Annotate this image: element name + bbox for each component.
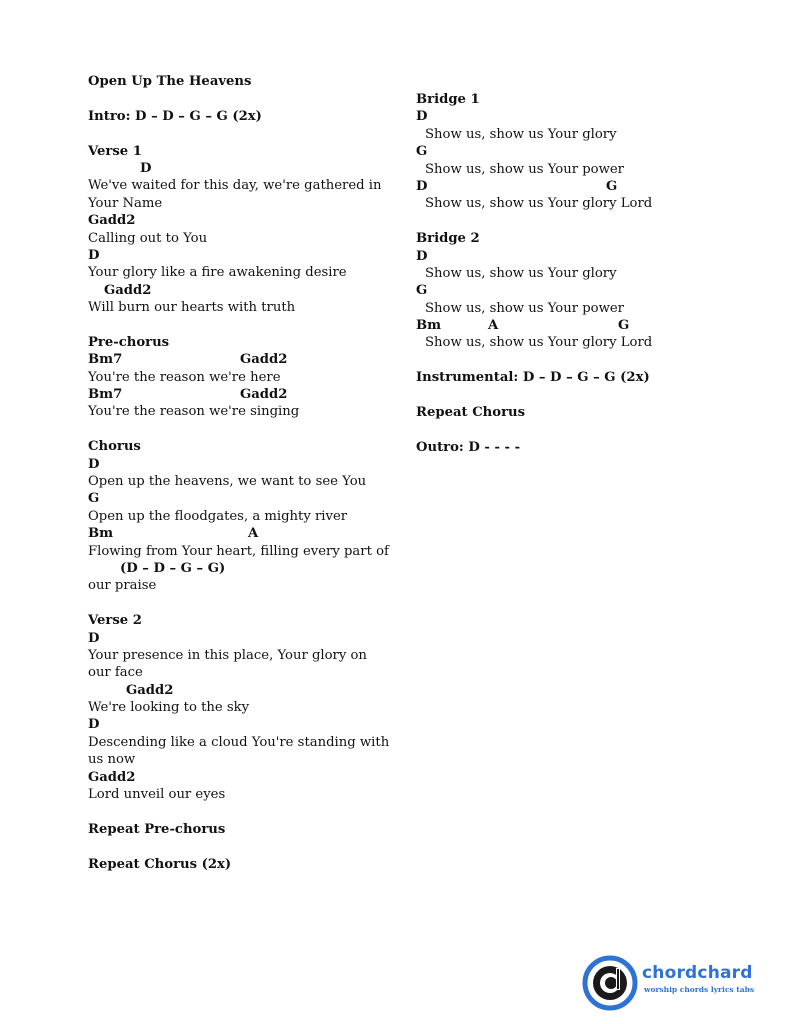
- chord: (D – D – G – G): [120, 560, 226, 576]
- chord: D: [140, 160, 152, 176]
- chordchard-logo-icon: [582, 955, 638, 1011]
- verse2-heading: Verse 2: [88, 613, 142, 629]
- lyric-line: You're the reason we're here: [88, 369, 281, 385]
- chord: Bm: [88, 526, 114, 542]
- lyric-line: Your glory like a fire awakening desire: [88, 265, 347, 281]
- spacer: [88, 90, 398, 107]
- spacer: [88, 803, 398, 820]
- chord: D: [88, 630, 100, 646]
- chorus-heading: Chorus: [88, 439, 141, 455]
- bridge2-heading: Bridge 2: [416, 231, 480, 247]
- instrumental-line: Instrumental: D – D – G – G (2x): [416, 370, 650, 386]
- repeat-chorus: Repeat Chorus: [416, 405, 526, 421]
- chord: Gadd2: [88, 213, 136, 229]
- lyric-line: Show us, show us Your glory: [425, 126, 617, 142]
- intro-line: Intro: D – D – G – G (2x): [88, 108, 262, 124]
- lyric-line: You're the reason we're singing: [88, 404, 300, 420]
- chord-row: [88, 525, 398, 542]
- chord-row: [416, 317, 716, 334]
- repeat-chorus-2x: Repeat Chorus (2x): [88, 856, 232, 872]
- lyric-line: Show us, show us Your power: [425, 300, 624, 316]
- chord: D: [416, 248, 428, 264]
- spacer: [416, 352, 716, 369]
- prechorus-heading: Pre-chorus: [88, 334, 170, 350]
- chord-row: [88, 386, 398, 403]
- chord: G: [606, 178, 618, 194]
- lyric-line: Show us, show us Your glory Lord: [425, 335, 653, 351]
- chord: A: [488, 318, 499, 334]
- spacer: [88, 125, 398, 142]
- chord: G: [88, 491, 100, 507]
- chord: G: [618, 318, 630, 334]
- lyric-line: We've waited for this day, we're gathered in: [88, 178, 382, 194]
- song-title: Open Up The Heavens: [88, 74, 252, 89]
- right-column: [416, 91, 716, 456]
- lyric-line: Your presence in this place, Your glory on: [88, 647, 367, 663]
- lyric-line: Your Name: [88, 195, 163, 211]
- chord: G: [416, 144, 428, 160]
- logo-tagline: worship chords lyrics tabs: [644, 985, 755, 994]
- lyric-line: Lord unveil our eyes: [88, 787, 226, 803]
- lyric-line: Show us, show us Your power: [425, 161, 624, 177]
- bridge1-heading: Bridge 1: [416, 92, 480, 107]
- chord: Gadd2: [104, 282, 152, 298]
- chord: D: [416, 178, 428, 194]
- chord: D: [88, 247, 100, 263]
- spacer: [416, 387, 716, 404]
- spacer: [88, 316, 398, 333]
- lyric-line: Flowing from Your heart, filling every part of: [88, 543, 389, 559]
- chord: D: [416, 109, 428, 125]
- chord-row: [88, 560, 398, 577]
- chord-row: [416, 178, 716, 195]
- outro-line: Outro: D - - - -: [416, 439, 521, 455]
- chord: G: [416, 283, 428, 299]
- lyric-line: Open up the floodgates, a mighty river: [88, 508, 348, 524]
- lyric-line: us now: [88, 752, 136, 768]
- lyric-line: We're looking to the sky: [88, 700, 250, 716]
- chord-row: [88, 682, 398, 699]
- chord-row: [88, 160, 398, 177]
- spacer: [88, 421, 398, 438]
- chord: Gadd2: [88, 769, 136, 785]
- chord: Bm7: [88, 352, 123, 368]
- chord-row: [88, 351, 398, 368]
- chord: Gadd2: [240, 387, 288, 403]
- chord: D: [88, 456, 100, 472]
- verse1-heading: Verse 1: [88, 143, 142, 159]
- chord-row: [88, 282, 398, 299]
- chord: Gadd2: [126, 682, 174, 698]
- spacer: [88, 595, 398, 612]
- chord: Bm7: [88, 387, 123, 403]
- spacer: [416, 213, 716, 230]
- lyric-line: our face: [88, 665, 143, 681]
- chord: A: [248, 526, 259, 542]
- chord: Bm: [416, 318, 442, 334]
- lyric-line: Open up the heavens, we want to see You: [88, 473, 367, 489]
- lyric-line: Descending like a cloud You're standing with: [88, 734, 390, 750]
- spacer: [416, 421, 716, 438]
- chord: D: [88, 717, 100, 733]
- repeat-prechorus: Repeat Pre-chorus: [88, 821, 226, 837]
- lyric-line: Calling out to You: [88, 230, 208, 246]
- chord: Gadd2: [240, 352, 288, 368]
- lyric-line: Will burn our hearts with truth: [88, 300, 296, 316]
- chordchard-logo: [582, 955, 772, 1015]
- left-column: [88, 73, 398, 873]
- logo-name: chordchard: [642, 963, 753, 983]
- spacer: [88, 838, 398, 855]
- lyric-line: Show us, show us Your glory: [425, 265, 617, 281]
- lyric-line: Show us, show us Your glory Lord: [425, 196, 653, 212]
- lyric-line: our praise: [88, 578, 157, 594]
